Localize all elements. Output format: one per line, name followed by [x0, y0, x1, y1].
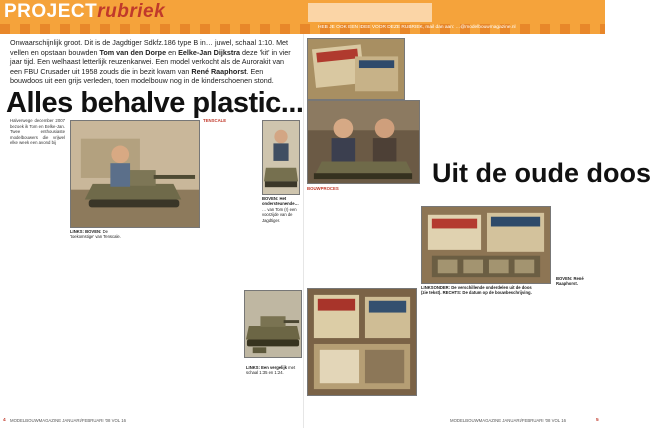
intro-end: . Een bouwdoos uit een grijs verleden, toen modelbouw nog in de kinderschoenen stond. [10, 66, 274, 85]
caption-rene-bold: BOVEN: René Raaphorst. [556, 276, 584, 287]
section-title [4, 1, 165, 23]
intro-mid-1: en [166, 47, 179, 57]
subhead-tenscale: TENSCALE [203, 118, 227, 123]
subhead-bouwproces: BOUWPROCES [307, 186, 339, 191]
page-number-right: 5 [596, 418, 599, 423]
article-column-r10 [480, 304, 552, 416]
caption-child-bold: LINKS: BOVEN: [70, 229, 102, 234]
photo-child-with-tank [70, 120, 200, 228]
article-column-r3 [514, 38, 568, 96]
headline-left: Alles behalve plastic... [6, 87, 304, 119]
caption-tank-comparison-rest: met schaal 1:35 en 1:24. [246, 365, 296, 376]
article-column-r5 [307, 186, 363, 274]
article-column-1: Halverwege december 2007 bezoek ik Tom en Eelke-Jan. Twee enthousiaste modelbouwers die vrijwel elke week een avond bij [10, 118, 65, 146]
footer-right: MODELBOUWMAGAZINE JANUARI/FEBRUARI '08 VOL 16 [450, 418, 566, 423]
intro-mid-2: deze 'kit' in vier jaar tijd. Een welhaast letterlijk reuzenkarwei. Een model verkocht als de Aurorakit van een FBU Crusader uit 1958 zouds die in bezit kwam van [10, 47, 291, 76]
intro-paragraph [10, 38, 298, 86]
caption-tank-front [262, 196, 300, 236]
caption-tank-front-bold: BOVEN: Het ondersteunende… [262, 196, 299, 207]
article-column-r9 [421, 304, 476, 416]
page-header [0, 0, 605, 34]
intro-pre: Onwaarschijnlijk groot. Dit is de Jagdtiger Sdkfz.186 type B in… juwel, schaal 1:10. Met vellen en opstaan bouwden [10, 38, 289, 57]
article-column-r8 [554, 226, 602, 416]
page-number-left: 4 [3, 418, 6, 423]
caption-tank-front-rest: … van Tom (r) een voorzijde van de Jagdtiger. [262, 206, 297, 223]
caption-tank-comparison [246, 365, 302, 393]
header-notice [308, 3, 432, 22]
intro-name-2: Eelke-Jan Dijkstra [178, 47, 241, 57]
headline-right: Uit de oude doos [432, 158, 651, 188]
caption-kit-parts-bold: LINKSONDER: De verschillende onderdelen uit de doos (zie tekst). RECHTS: De datum op de bouwbeschrijving. [421, 285, 532, 296]
article-column-2 [203, 118, 258, 269]
section-title-project: PROJECT [4, 1, 98, 22]
footer-left: MODELBOUWMAGAZINE JANUARI/FEBRUARI '08 VOL 16 [10, 418, 126, 423]
article-column-5 [133, 270, 185, 416]
caption-rene [556, 276, 600, 298]
photo-tank-scale-comparison [244, 290, 302, 358]
article-column-r6 [367, 126, 417, 274]
section-title-rubriek: rubriek [97, 1, 166, 22]
photo-kit-parts [421, 206, 551, 284]
article-column-r1 [410, 38, 458, 96]
intro-name-1: Tom van den Dorpe [99, 47, 167, 57]
photo-vintage-kit-boxes [307, 288, 417, 396]
article-column-r4 [570, 38, 600, 96]
article-column-4 [70, 270, 125, 416]
header-contact-line: HEB JE OOK EEN IDEE VOOR DEZE RUBRIEK, mail dan aan: …@modelbouwmagazine.nl [318, 25, 516, 30]
photo-tank-front [262, 120, 300, 195]
caption-child [70, 229, 130, 251]
caption-child-rest: De 'toekomstige' van Tenscale. [70, 229, 121, 240]
caption-kit-parts [421, 285, 533, 303]
article-column-r2 [462, 38, 510, 96]
article-column-6 [190, 270, 242, 416]
photo-kit-boxes-top [307, 38, 405, 100]
article-column-3 [10, 270, 65, 416]
intro-name-3: René Raaphorst [191, 66, 247, 76]
caption-tank-comparison-bold: LINKS: Een vergelijk [246, 365, 287, 370]
